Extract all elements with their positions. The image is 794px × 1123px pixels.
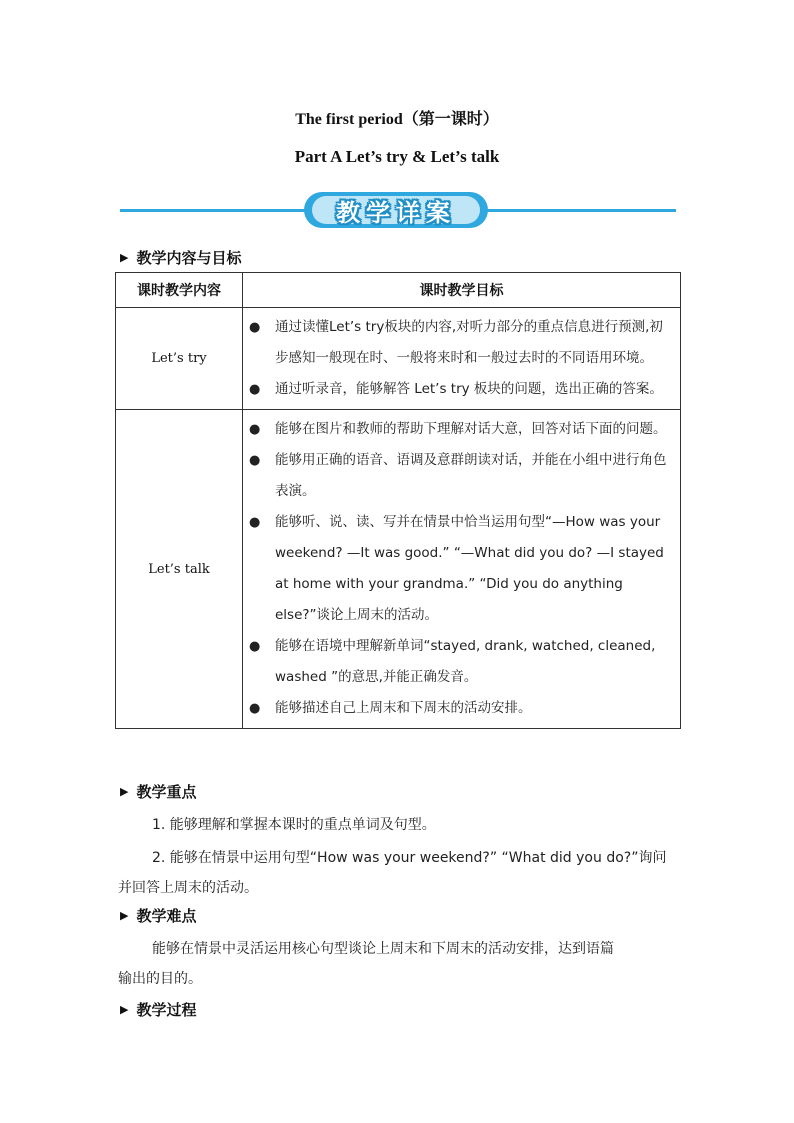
table-row [116,308,681,410]
row-name: Let’s talk [116,410,243,729]
bullet-icon: ● [249,639,261,654]
table-header-content: 课时教学内容 [116,273,243,308]
goal-text: 能够描述自己上周末和下周末的活动安排。 [275,700,532,716]
triangle-icon: ▶ [120,785,129,798]
goal-item [249,414,672,445]
bullet-icon: ● [249,453,261,468]
triangle-icon: ▶ [120,251,129,264]
bullet-icon: ● [249,320,261,335]
goal-item [249,693,672,724]
goal-text: 通过读懂Let’s try板块的内容,对听力部分的重点信息进行预测,初步感知一般现在时、一般将来时和一般过去时的不同语用环境。 [275,319,663,366]
goal-item [249,631,672,693]
section-heading-label: 教学难点 [136,907,197,925]
section-banner [120,192,676,232]
triangle-icon: ▶ [120,909,129,922]
goal-item [249,507,672,631]
goal-text: 能够听、说、读、写并在情景中恰当运用句型“—How was your weekend? —It was good.” “—What did you do? —I stayed at home with your grandma.” “Did you do anything else?”谈论上周末的活动。 [275,514,664,623]
page-title: The first period（第一课时） [295,111,499,128]
bullet-icon: ● [249,701,261,716]
table-row [116,410,681,729]
section-heading-difficulties [120,905,196,926]
key-point-line: 1. 能够理解和掌握本课时的重点单词及句型。 [152,817,436,833]
section-heading-label: 教学过程 [136,1001,197,1019]
section-heading-process [120,999,196,1020]
goal-text: 通过听录音，能够解答 Let’s try 板块的问题，选出正确的答案。 [275,381,663,397]
goal-item [249,312,672,374]
section-heading-label: 教学重点 [136,783,197,801]
objectives-table [115,272,681,729]
banner-text: 教学详案 [336,198,456,227]
goal-text: 能够用正确的语音、语调及意群朗读对话，并能在小组中进行角色表演。 [275,452,667,499]
key-point-line: 并回答上周末的活动。 [118,880,258,896]
key-point-line: 2. 能够在情景中运用句型“How was your weekend?” “What did you do?”询问 [152,850,667,866]
row-goals [243,308,681,410]
table-header-goals: 课时教学目标 [243,273,681,308]
triangle-icon: ▶ [120,1003,129,1016]
bullet-icon: ● [249,422,261,437]
section-heading-content-goals [120,247,241,268]
page-subtitle: Part A Let’s try & Let’s talk [294,147,500,166]
difficulty-line: 输出的目的。 [118,971,202,987]
section-heading-label: 教学内容与目标 [136,249,242,267]
goal-text: 能够在图片和教师的帮助下理解对话大意，回答对话下面的问题。 [275,421,667,437]
row-goals [243,410,681,729]
goal-item [249,445,672,507]
table-header-row [116,273,681,308]
row-name: Let’s try [116,308,243,410]
difficulty-line: 能够在情景中灵活运用核心句型谈论上周末和下周末的活动安排，达到语篇 [152,941,614,957]
section-heading-key-points [120,781,196,802]
goal-text: 能够在语境中理解新单词“stayed, drank, watched, cleaned, washed ”的意思,并能正确发音。 [275,638,656,685]
bullet-icon: ● [249,382,261,397]
goal-item [249,374,672,405]
bullet-icon: ● [249,515,261,530]
